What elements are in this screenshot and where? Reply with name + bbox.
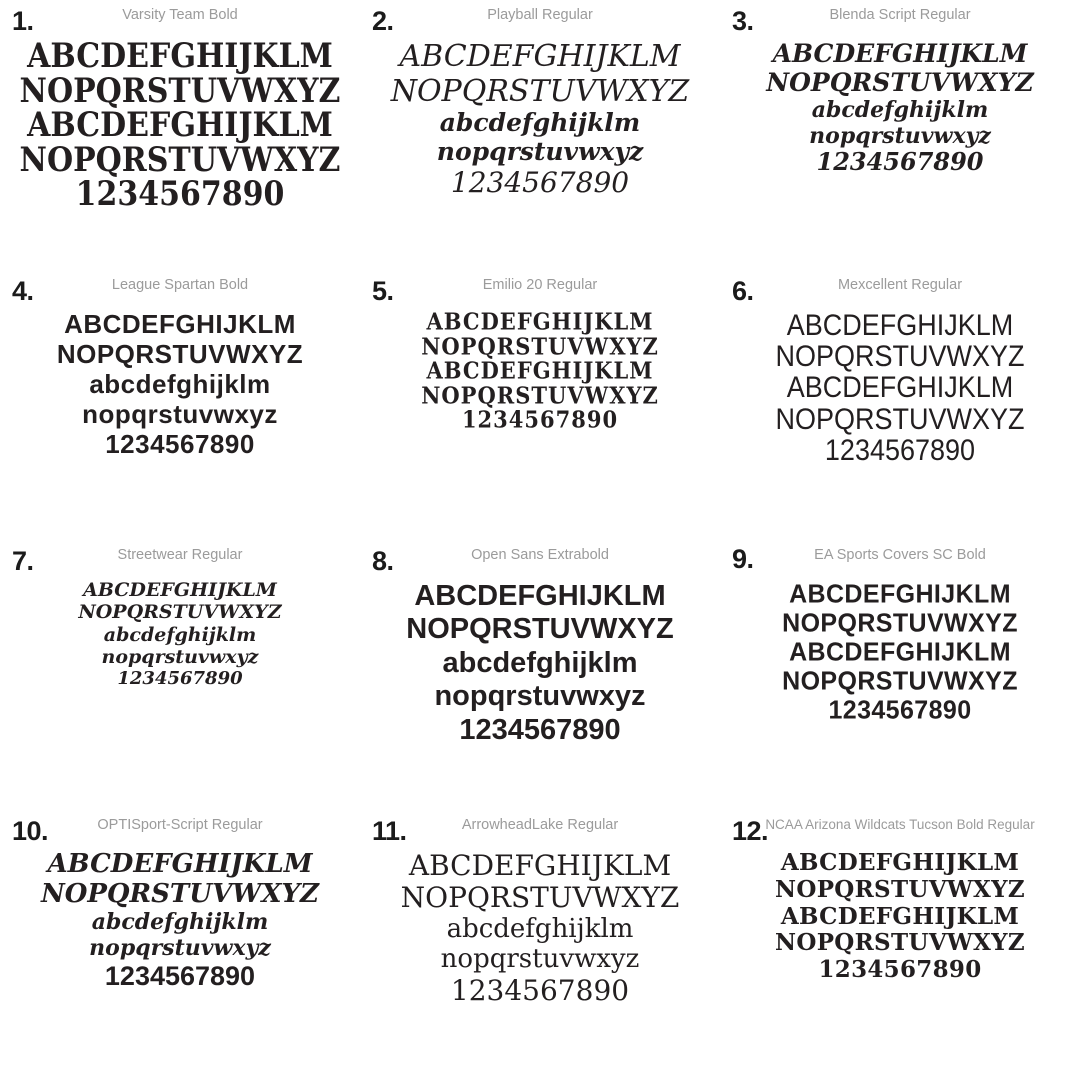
specimen-line: nopqrstuvwxyz xyxy=(89,934,271,961)
specimen-header xyxy=(366,4,714,38)
specimen-lines xyxy=(726,850,1074,983)
specimen-card-4 xyxy=(0,270,360,540)
specimen-line: abcdefghijklm xyxy=(446,913,634,944)
specimen-line: 1234567890 xyxy=(828,695,972,725)
specimen-card-3 xyxy=(720,0,1080,270)
specimen-card-12 xyxy=(720,810,1080,1080)
font-name-label: Blenda Script Regular xyxy=(829,7,971,23)
specimen-line: 1234567890 xyxy=(816,147,984,177)
specimen-card-5 xyxy=(360,270,720,540)
specimen-line: NOPQRSTUVWXYZ xyxy=(19,71,341,111)
specimen-line: ABCDEFGHIJKLM xyxy=(426,307,654,336)
specimen-line: ABCDEFGHIJKLM xyxy=(786,370,1014,404)
specimen-line: NOPQRSTUVWXYZ xyxy=(56,339,304,370)
specimen-lines xyxy=(366,580,714,746)
font-name-label: Playball Regular xyxy=(487,7,593,23)
specimen-line: 1234567890 xyxy=(459,713,621,746)
font-name-label: Open Sans Extrabold xyxy=(471,547,609,563)
specimen-header xyxy=(366,274,714,308)
specimen-number: 12. xyxy=(732,816,769,846)
specimen-line: NOPQRSTUVWXYZ xyxy=(78,601,282,624)
specimen-lines xyxy=(366,850,714,1006)
specimen-line: abcdefghijklm xyxy=(439,108,641,138)
specimen-line: ABCDEFGHIJKLM xyxy=(64,309,296,339)
specimen-card-2 xyxy=(360,0,720,270)
specimen-header xyxy=(6,274,354,308)
font-name-label: Mexcellent Regular xyxy=(837,277,963,293)
specimen-card-1 xyxy=(0,0,360,270)
specimen-header xyxy=(726,4,1074,38)
specimen-line: ABCDEFGHIJKLM xyxy=(780,849,1020,876)
specimen-line: abcdefghijklm xyxy=(103,623,257,646)
specimen-lines xyxy=(366,307,714,434)
specimen-line: NOPQRSTUVWXYZ xyxy=(775,875,1025,903)
specimen-line: NOPQRSTUVWXYZ xyxy=(40,879,320,910)
specimen-header xyxy=(6,4,354,38)
specimen-line: NOPQRSTUVWXYZ xyxy=(421,381,659,409)
specimen-line: abcdefghijklm xyxy=(442,646,638,679)
specimen-card-11 xyxy=(360,810,720,1080)
specimen-header xyxy=(366,544,714,578)
specimen-header xyxy=(726,814,1074,848)
specimen-lines xyxy=(726,580,1074,724)
specimen-card-10 xyxy=(0,810,360,1080)
specimen-line: ABCDEFGHIJKLM xyxy=(27,36,333,77)
specimen-line: 1234567890 xyxy=(461,405,619,434)
specimen-line: 1234567890 xyxy=(824,433,976,467)
specimen-line: NOPQRSTUVWXYZ xyxy=(775,929,1025,957)
specimen-card-6 xyxy=(720,270,1080,540)
specimen-lines xyxy=(6,580,354,689)
specimen-line: abcdefghijklm xyxy=(811,97,989,123)
specimen-line: ABCDEFGHIJKLM xyxy=(47,849,313,879)
specimen-card-7 xyxy=(0,540,360,810)
specimen-line: NOPQRSTUVWXYZ xyxy=(766,68,1034,97)
specimen-line: nopqrstuvwxyz xyxy=(82,399,278,430)
specimen-lines xyxy=(6,310,354,460)
font-name-label: NCAA Arizona Wildcats Tucson Bold Regular xyxy=(765,817,1035,832)
specimen-line: 1234567890 xyxy=(450,973,630,1007)
specimen-line: ABCDEFGHIJKLM xyxy=(789,637,1011,667)
specimen-line: ABCDEFGHIJKLM xyxy=(789,579,1011,609)
specimen-number: 6. xyxy=(732,276,754,306)
font-name-label: League Spartan Bold xyxy=(111,277,249,293)
specimen-header xyxy=(366,814,714,848)
specimen-line: ABCDEFGHIJKLM xyxy=(399,39,681,74)
font-name-label: Emilio 20 Regular xyxy=(482,277,598,293)
specimen-line: NOPQRSTUVWXYZ xyxy=(390,73,690,109)
specimen-line: ABCDEFGHIJKLM xyxy=(786,308,1014,342)
specimen-line: 1234567890 xyxy=(75,175,285,215)
specimen-line: nopqrstuvwxyz xyxy=(436,137,644,167)
specimen-lines xyxy=(6,36,354,215)
specimen-line: abcdefghijklm xyxy=(89,369,271,400)
specimen-line: 1234567890 xyxy=(117,668,243,690)
specimen-line: nopqrstuvwxyz xyxy=(809,122,991,149)
specimen-line: nopqrstuvwxyz xyxy=(440,943,640,974)
specimen-lines xyxy=(726,40,1074,176)
specimen-number: 8. xyxy=(372,546,394,576)
specimen-line: NOPQRSTUVWXYZ xyxy=(421,332,659,360)
font-name-label: Streetwear Regular xyxy=(117,547,243,563)
specimen-card-8 xyxy=(360,540,720,810)
specimen-line: ABCDEFGHIJKLM xyxy=(780,902,1020,930)
specimen-header xyxy=(6,544,354,578)
specimen-header xyxy=(6,814,354,848)
specimen-header xyxy=(726,544,1074,578)
specimen-number: 10. xyxy=(12,816,49,846)
specimen-line: NOPQRSTUVWXYZ xyxy=(782,608,1018,638)
specimen-line: ABCDEFGHIJKLM xyxy=(27,106,333,146)
font-name-label: EA Sports Covers SC Bold xyxy=(814,547,986,563)
specimen-lines xyxy=(726,310,1074,465)
font-name-label: ArrowheadLake Regular xyxy=(461,817,619,833)
specimen-line: ABCDEFGHIJKLM xyxy=(772,39,1028,68)
specimen-card-9 xyxy=(720,540,1080,810)
specimen-line: 1234567890 xyxy=(450,166,630,200)
specimen-lines xyxy=(6,850,354,992)
specimen-line: NOPQRSTUVWXYZ xyxy=(782,666,1018,696)
specimen-number: 2. xyxy=(372,6,394,36)
specimen-line: ABCDEFGHIJKLM xyxy=(83,579,277,601)
font-name-label: Varsity Team Bold xyxy=(122,7,238,23)
specimen-number: 3. xyxy=(732,6,754,36)
specimen-number: 5. xyxy=(372,276,394,306)
specimen-header xyxy=(726,274,1074,308)
specimen-line: ABCDEFGHIJKLM xyxy=(408,849,672,882)
specimen-line: nopqrstuvwxyz xyxy=(101,645,259,668)
font-name-label: OPTISport-Script Regular xyxy=(97,817,263,833)
specimen-line: ABCDEFGHIJKLM xyxy=(426,356,654,385)
specimen-line: 1234567890 xyxy=(818,956,982,983)
specimen-number: 1. xyxy=(12,6,34,36)
specimen-line: NOPQRSTUVWXYZ xyxy=(19,140,341,180)
specimen-line: NOPQRSTUVWXYZ xyxy=(400,881,680,915)
specimen-line: abcdefghijklm xyxy=(91,909,269,936)
specimen-number: 7. xyxy=(12,546,34,576)
specimen-line: 1234567890 xyxy=(105,429,255,460)
specimen-line: NOPQRSTUVWXYZ xyxy=(775,402,1025,436)
specimen-line: nopqrstuvwxyz xyxy=(434,680,646,713)
specimen-number: 11. xyxy=(372,816,407,846)
specimen-lines xyxy=(366,40,714,199)
specimen-line: NOPQRSTUVWXYZ xyxy=(775,339,1025,373)
specimen-line: NOPQRSTUVWXYZ xyxy=(406,613,674,646)
specimen-number: 9. xyxy=(732,544,754,574)
specimen-number: 4. xyxy=(12,276,34,306)
specimen-line: ABCDEFGHIJKLM xyxy=(414,580,666,612)
specimen-line: 1234567890 xyxy=(104,961,256,992)
